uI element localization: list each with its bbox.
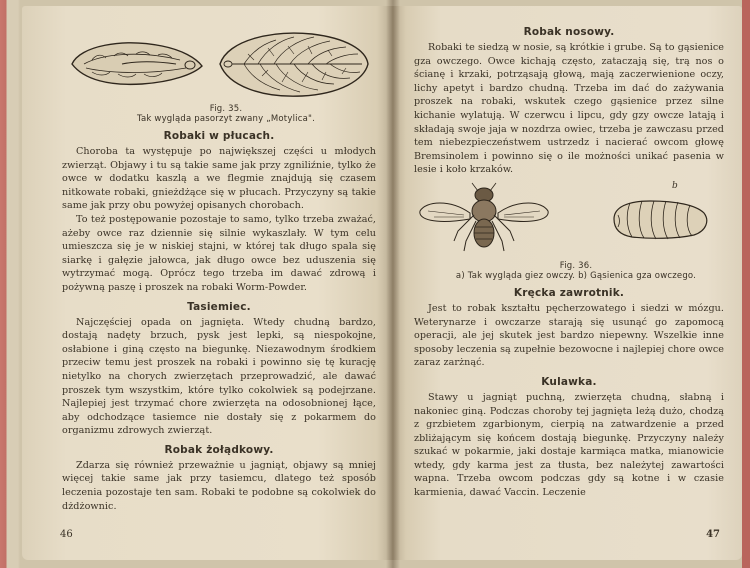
paragraph: Choroba ta występuje po największej części u młodych zwierząt. Objawy i tu są takie same jak przy zgniliźnie, tylko że owce w dodatku kaszlą a we flegmie znajdują się czasem nitkowate robaki, gnieżdżące się w płucach. Przyczyny są takie same jak przy obu powyżej opisanych chorobach. [62,146,376,212]
fluke-left-icon [72,43,202,84]
book-gutter [386,0,400,568]
larva-icon [614,201,707,239]
botfly-icon [420,183,548,251]
paragraph: Zdarza się również przeważnie u jagniąt, objawy są mniej więcej takie same jak przy tasiemcu, dlatego też sposób leczenia pozostaje ten sam. Robaki te podobne są cokolwiek do dżdżownic. [62,459,376,512]
heading-robaki-w-plucach: Robaki w płucach. [163,130,275,142]
heading-tasiemiec: Tasiemiec. [187,300,251,313]
book-cover-edge [742,0,750,568]
heading-krecka-zawrotnik: Kręcka zawrotnik. [513,286,625,299]
figure-35-number: Fig. 35. [209,104,243,114]
right-page [392,6,742,560]
paragraph: Jest to robak kształtu pęcherzowatego i siedzi w mózgu. Weterynarze i owczarze starają się usunąć go zapomocą operacji, ale jej skutek jest bardzo niepewny. Wszelkie inne sposoby leczenia są zupełnie bezowocne i najlepiej chore owce zaraz zarżnąć. [414,302,724,369]
paragraph: Robaki te siedzą w nosie, są krótkie i grube. Są to gąsienice gza owczego. Owce kichają często, zataczają się, trą nos o ścianę i krzaki, potrząsają głową, mają zaczerwienione oczy, lichy apetyt i bardzo chudną. Trzeba im dać do zażywania proszek na robaki, wskutek czego gąsienice przez silne kichanie wylatują. W czerwcu i lipcu, gdy gzy owcze latają i składają swoje jaja w nozdrza owiec, trzeba je zawczasu przed tem niebezpieczeństwem ustrzedz i nacierać owcom głowę Bremsinolem i powinno się o ile możności unikać pasenia w lesie i koło krzaków. [414,42,724,176]
heading-kulawka: Kulawka. [541,375,597,388]
figure-36-caption: a) Tak wygląda giez owczy. b) Gąsienica gza owczego. [455,270,697,281]
figure-35-caption: Tak wygląda pasorzyt zwany „Motylica". [137,114,315,124]
figure-36-number: Fig. 36. [559,260,593,271]
figure-35 [62,24,376,104]
heading-robak-nosowy: Robak nosowy. [523,26,615,38]
heading-robak-zoladkowy: Robak żołądkowy. [164,443,274,456]
paragraph: To też postępowanie pozostaje to samo, tylko trzeba zważać, ażeby owce raz dziennie się silnie wykaszlały. W tym celu umieszcza się je w niskiej stajni, w której tak długo spala się siarkę i gałęzie jałowca, jak długo owce bez uduszenia się wytrzymać mogą. Oprócz tego trzeba im dawać zdrową i pożywną paszę i proszek na robaki Worm-Powder. [62,213,376,293]
paragraph: Stawy u jagniąt puchną, zwierzęta chudną, słabną i nakoniec giną. Podczas choroby tej jagnięta leżą dużo, chodzą z grzbietem zgarbionym, cierpią na zatwardzenie a przed zbliżającym się końcem dostają biegunkę. Przyczyny należy szukać w pokarmie, jaki dostaje karmiąca matka, mianowicie wtedy, gdy karma jest za tłusta, bez należytej zawartości wapna. Trzeba owcom podczas gdy są kotne i w czasie karmienia, dawać Vaccin. Leczenie [414,391,724,499]
figure-36 [414,179,724,261]
page-number-left: 46 [60,529,73,540]
paragraph: Najczęściej opada on jagnięta. Wtedy chudną bardzo, dostają nadęty brzuch, pysk jest lepki, są niespokojne, osłabione i giną często na biegunkę. Niezawodnym środkiem przeciw temu jest proszek na robaki i powinno się tę kurację nietylko na chorych zwierzętach przeprowadzić, ale dawać proszek tym wszystkim, które tylko cokolwiek są podejrzane. Najlepiej jest trzymać chore zwierzęta na odosobnionej łące, aby odchodzące tasiemce nie dostały się z pokarmem do organizmu zdrowych zwierząt. [62,316,376,437]
botfly-illustration [414,179,724,259]
left-page [22,6,392,560]
fluke-right-icon [220,33,368,96]
page-number-right: 47 [706,529,720,540]
liver-fluke-illustration [62,24,372,102]
figure-label-b: b [672,180,678,191]
